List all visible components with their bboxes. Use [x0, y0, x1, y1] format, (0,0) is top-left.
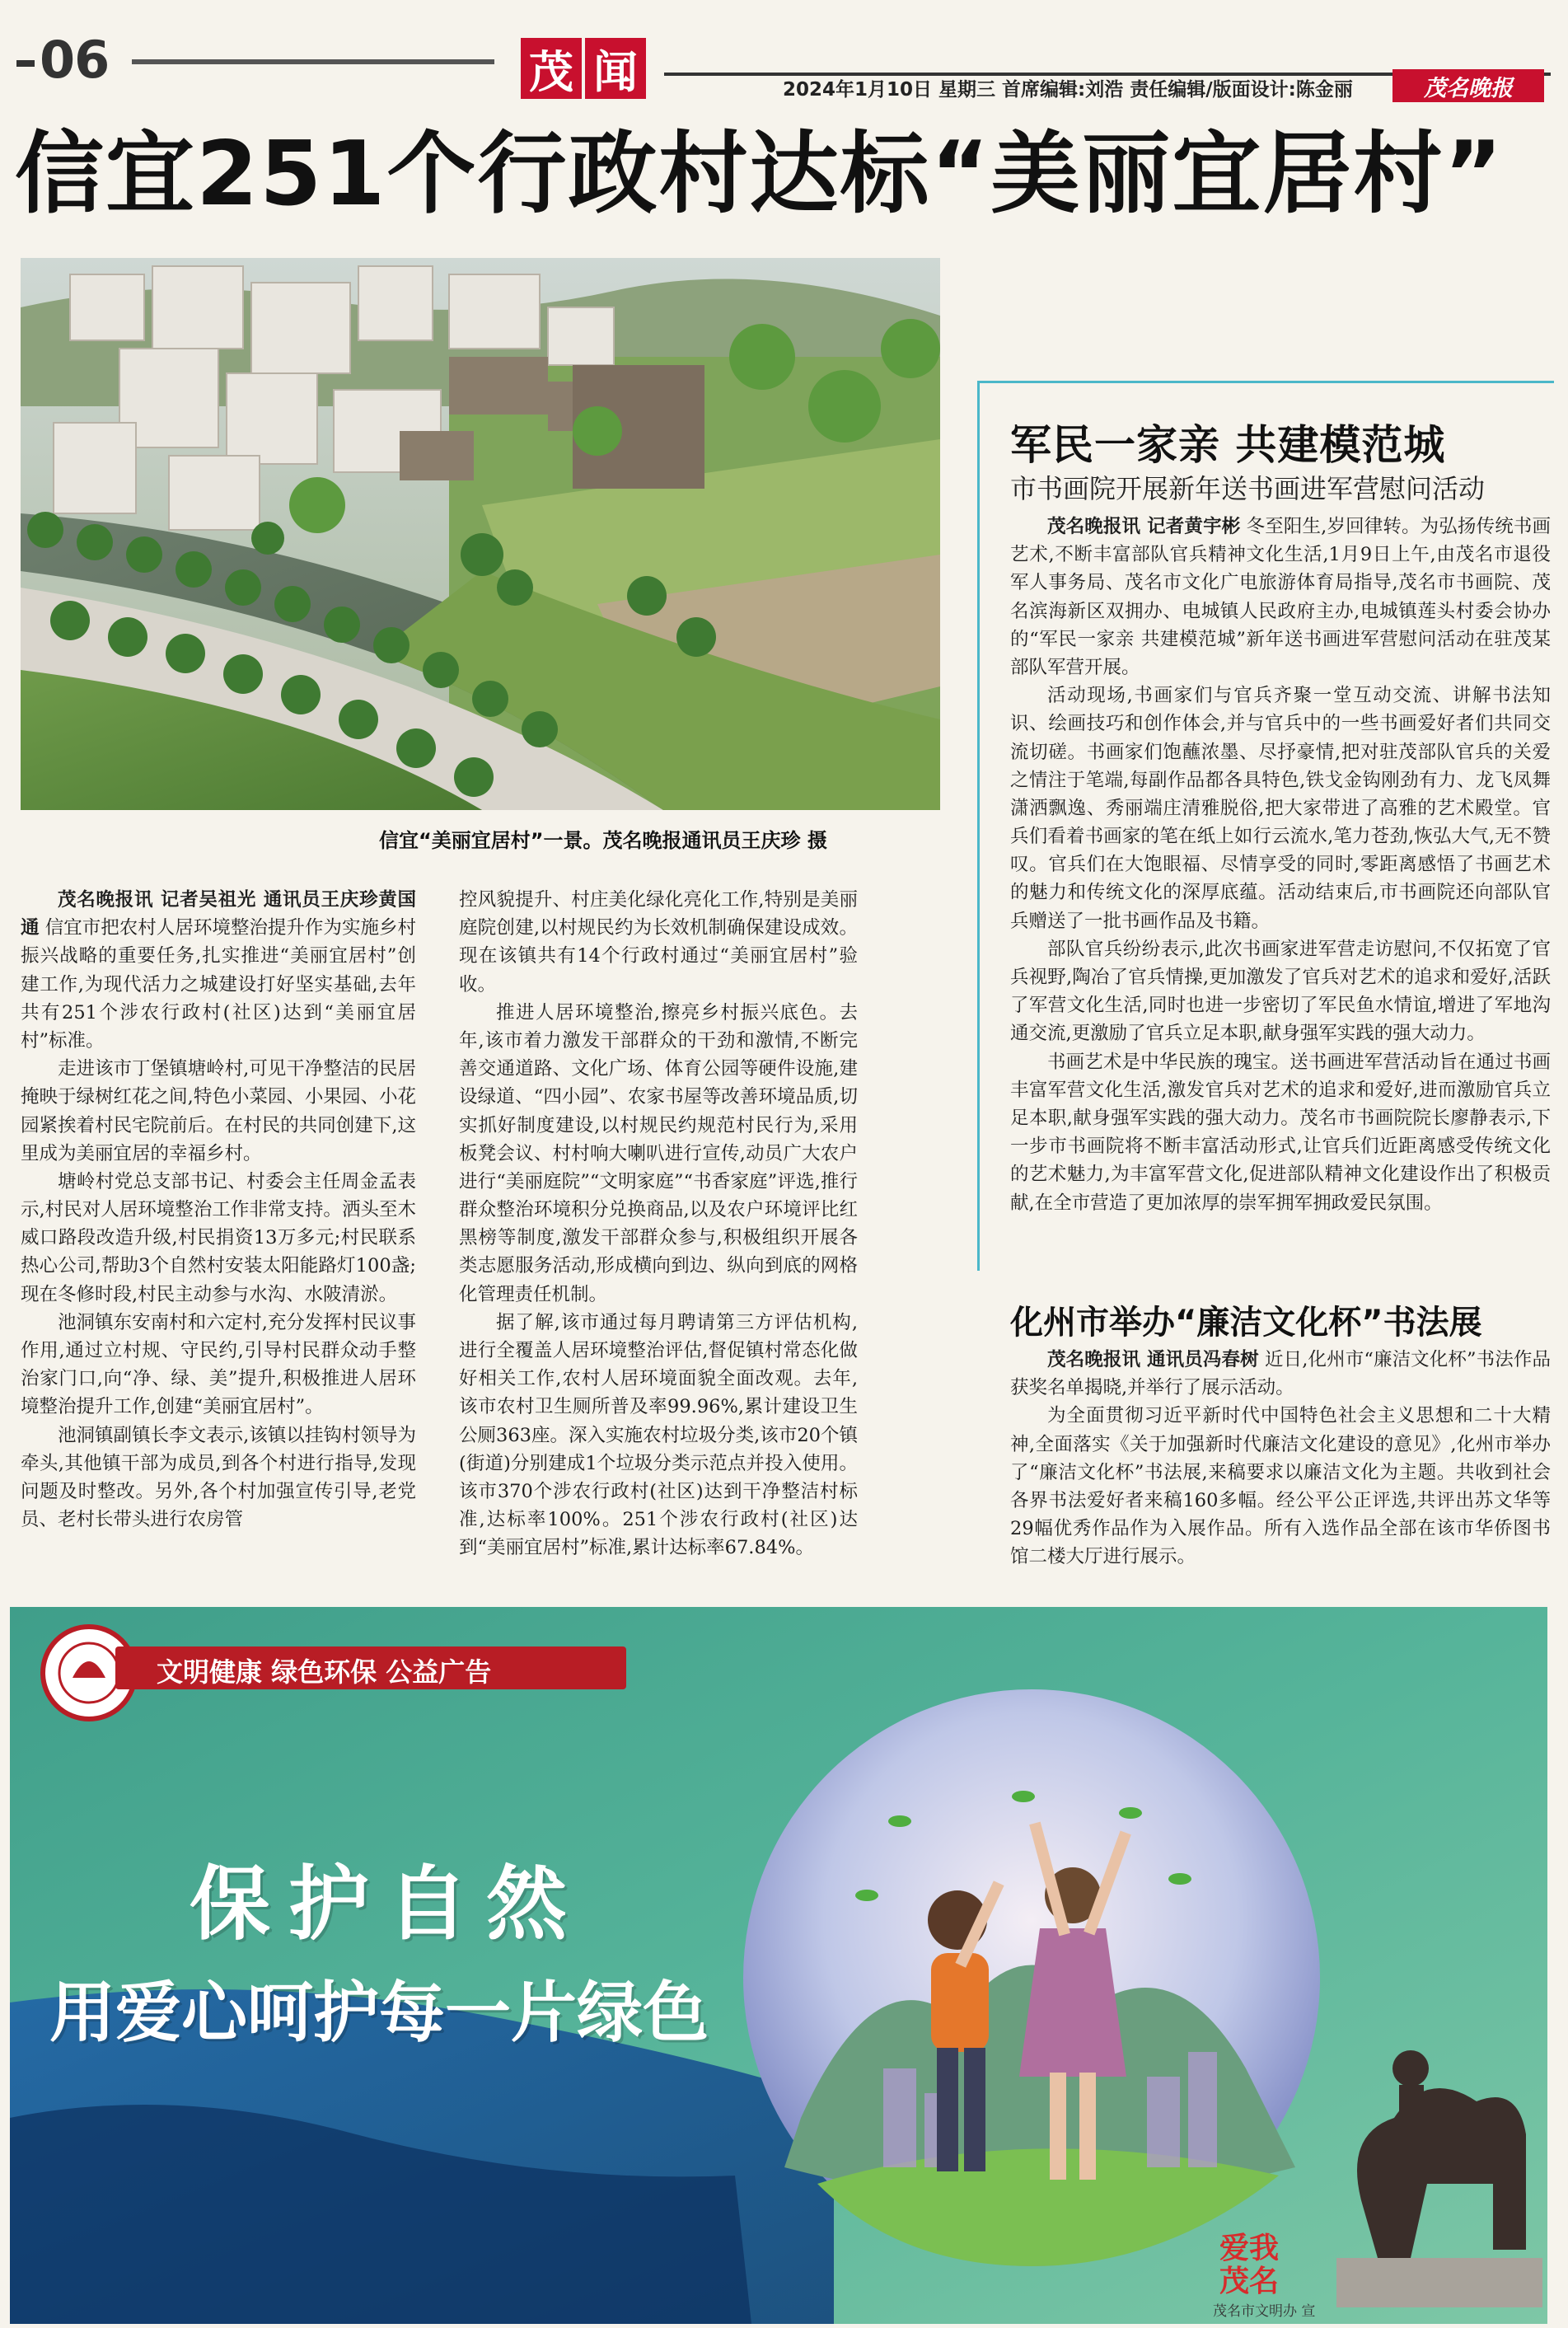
ad-organization: 茂名市文明办 宣 — [1213, 2303, 1316, 2320]
paragraph — [21, 886, 416, 1055]
paragraph-text: 据了解,该市通过每月聘请第三方评估机构,进行全覆盖人居环境整治评估,督促镇村常态化做好相关工作,农村人居环境面貌全面改观。去年,该市农村卫生厕所普及率99.96%,累计建设卫生公厕363座。深入实施农村垃圾分类,该市20个镇(街道)分别建成1个垃圾分类示范点并投入使用。该市370个涉农行政村(社区)达到干净整洁村标准,达标率100%。251个涉农行政村(社区)达到“美丽宜居村”标准,累计达标率67.84%。 — [459, 1311, 858, 1559]
paragraph-text: 池洞镇东安南村和六定村,充分发挥村民议事作用,通过立村规、守民约,引导村民群众动手整治家门口,向“净、绿、美”提升,积极推进人居环境整治提升工作,创建“美丽宜居村”。 — [21, 1311, 416, 1418]
paragraph-text: 冬至阳生,岁回律转。为弘扬传统书画艺术,不断丰富部队官兵精神文化生活,1月9日上午,由茂名市退役军人事务局、茂名市文化广电旅游体育局指导,茂名市书画院、茂名滨海新区双拥办、电城镇人民政府主办,电城镇莲头村委会协办的“军民一家亲 共建模范城”新年送书画进军营慰问活动在驻茂某部队军营开展。 — [1010, 516, 1551, 678]
main-headline: 信宜251个行政村达标“美丽宜居村” — [15, 123, 1505, 226]
main-article-col-2 — [459, 886, 858, 1562]
ad-love-line2: 茂名 — [1219, 2264, 1280, 2298]
article-1-body — [1010, 513, 1551, 1217]
ad-title: 保护自然 — [190, 1857, 586, 1951]
paragraph — [21, 1055, 416, 1168]
section-char-1: 茂 — [521, 38, 582, 99]
paragraph-text: 书画艺术是中华民族的瑰宝。送书画进军营活动旨在通过书画丰富军营文化生活,激发官兵对艺术的追求和爱好,进而激励官兵立足本职,献身强军实践的强大动力。茂名市书画院院长廖静表示,下一步市书画院将不断丰富活动形式,让官兵们近距离感受传统文化的艺术魅力,为丰富军营文化,促进部队精神文化建设作出了积极贡献,在全市营造了更加浓厚的崇军拥军拥政爱民氛围。 — [1010, 1051, 1551, 1214]
ad-love-line1: 爱我 — [1219, 2231, 1280, 2265]
paragraph-text: 部队官兵纷纷表示,此次书画家进军营走访慰问,不仅拓宽了官兵视野,陶冶了官兵情操,更加激发了官兵对艺术的追求和爱好,活跃了军营文化生活,同时也进一步密切了军民鱼水情谊,增进了军地沟通交流,更激励了官兵立足本职,献身强军实践的强大动力。 — [1010, 938, 1551, 1045]
paragraph-text: 塘岭村党总支部书记、村委会主任周金孟表示,村民对人居环境整治工作非常支持。洒头至木威口路段改造升级,村民捐资13万多元;村民联系热心公司,帮助3个自然村安装太阳能路灯100盏;现在冬修时段,村民主动参与水沟、水陂清淤。 — [21, 1170, 416, 1305]
ad-slogan: 用爱心呵护每一片绿色 — [49, 1974, 709, 2051]
page-number-text: 06 — [40, 30, 110, 90]
paragraph — [21, 1422, 416, 1534]
byline: 茂名晚报讯 记者黄宇彬 — [1047, 516, 1241, 537]
byline: 茂名晚报讯 记者吴祖光 通讯员王庆珍黄国通 — [21, 889, 416, 939]
article-2-title: 化州市举办“廉洁文化杯”书法展 — [1010, 1304, 1482, 1342]
paragraph — [1010, 682, 1551, 935]
paragraph-text: 近日,化州市“廉洁文化杯”书法作品获奖名单揭晓,并举行了展示活动。 — [1010, 1349, 1551, 1399]
paragraph — [1010, 935, 1551, 1048]
article-1-subtitle: 市书画院开展新年送书画进军营慰问活动 — [1010, 473, 1486, 504]
paragraph — [459, 1309, 858, 1562]
village-photo — [21, 258, 940, 810]
paragraph — [21, 1168, 416, 1309]
header-rule — [132, 59, 494, 64]
paragraph — [21, 1309, 416, 1422]
paragraph — [459, 886, 858, 999]
main-article-col-1 — [21, 886, 416, 1534]
article-frame-top — [977, 381, 1554, 383]
paragraph-text: 池洞镇副镇长李文表示,该镇以挂钩村领导为牵头,其他镇干部为成员,到各个村进行指导,发现问题及时整改。另外,各个村加强宣传引导,老党员、老村长带头进行农房管 — [21, 1424, 416, 1531]
brand-logo: 茂名晚报 — [1392, 69, 1544, 102]
page-number — [16, 30, 109, 90]
paragraph-text: 走进该市丁堡镇塘岭村,可见干净整洁的民居掩映于绿树红花之间,特色小菜园、小果园、小花园紧挨着村民宅院前后。在村民的共同创建下,这里成为美丽宜居的幸福乡村。 — [21, 1058, 416, 1164]
article-2-body — [1010, 1346, 1551, 1572]
paragraph — [1010, 1048, 1551, 1217]
header-info: 2024年1月10日 星期三 首席编辑:刘浩 责任编辑/版面设计:陈金丽 — [783, 79, 1353, 101]
paragraph-text: 控风貌提升、村庄美化绿化亮化工作,特别是美丽庭院创建,以村规民约为长效机制确保建设成效。现在该镇共有14个行政村通过“美丽宜居村”验收。 — [459, 889, 858, 995]
paragraph-text: 活动现场,书画家们与官兵齐聚一堂互动交流、讲解书法知识、绘画技巧和创作体会,并与官兵中的一些书画爱好者们共同交流切磋。书画家们饱蘸浓墨、尽抒豪情,把对驻茂部队官兵的关爱之情注于笔端,每副作品都各具特色,铁戈金钩刚劲有力、龙飞凤舞潇洒飘逸、秀丽端庄清雅脱俗,把大家带进了高雅的艺术殿堂。官兵们看着书画家的笔在纸上如行云流水,笔力苍劲,恢弘大气,无不赞叹。官兵们在大饱眼福、尽情享受的同时,零距离感悟了书画艺术的魅力和传统文化的深厚底蕴。活动结束后,市书画院还向部队官兵赠送了一批书画作品及书籍。 — [1010, 685, 1551, 932]
article-frame-left — [977, 381, 980, 1271]
paragraph-text: 信宜市把农村人居环境整治提升作为实施乡村振兴战略的重要任务,扎实推进“美丽宜居村”创建工作,为现代活力之城建设打好坚实基础,去年共有251个涉农行政村(社区)达到“美丽宜居村”标准。 — [21, 917, 416, 1052]
section-label — [521, 38, 653, 102]
paragraph-text: 为全面贯彻习近平新时代中国特色社会主义思想和二十大精神,全面落实《关于加强新时代廉洁文化建设的意见》,化州市举办了“廉洁文化杯”书法展,来稿要求以廉洁文化为主题。共收到社会各界书法爱好者来稿160多幅。经公平公正评选,共评出苏文华等29幅优秀作品作为入展作品。所有入选作品全部在该市华侨图书馆二楼大厅进行展示。 — [1010, 1405, 1551, 1568]
paragraph — [1010, 1346, 1551, 1402]
photo-caption: 信宜“美丽宜居村”一景。茂名晚报通讯员王庆珍 摄 — [379, 829, 827, 852]
paragraph-text: 推进人居环境整治,擦亮乡村振兴底色。去年,该市着力激发干部群众的干劲和激情,不断完善交通道路、文化广场、体育公园等硬件设施,建设绿道、“四小园”、农家书屋等改善环境品质,切实抓好制度建设,以村规民约规范村民行为,采用板凳会议、村村响大喇叭进行宣传,动员广大农户进行“美丽庭院”“文明家庭”“书香家庭”评选,推行群众整治环境积分兑换商品,以及农户环境评比红黑榜等制度,激发干部群众参与,积极组织开展各类志愿服务活动,形成横向到边、纵向到底的网格化管理责任机制。 — [459, 1001, 858, 1305]
ad-banner-text: 文明健康 绿色环保 公益广告 — [157, 1656, 492, 1688]
byline: 茂名晚报讯 通讯员冯春树 — [1047, 1349, 1259, 1370]
section-char-2: 闻 — [585, 38, 646, 99]
paragraph — [1010, 1402, 1551, 1571]
article-1-title: 军民一家亲 共建模范城 — [1010, 421, 1446, 469]
paragraph — [459, 999, 858, 1309]
ad-banner — [49, 1643, 610, 1691]
paragraph — [1010, 513, 1551, 682]
